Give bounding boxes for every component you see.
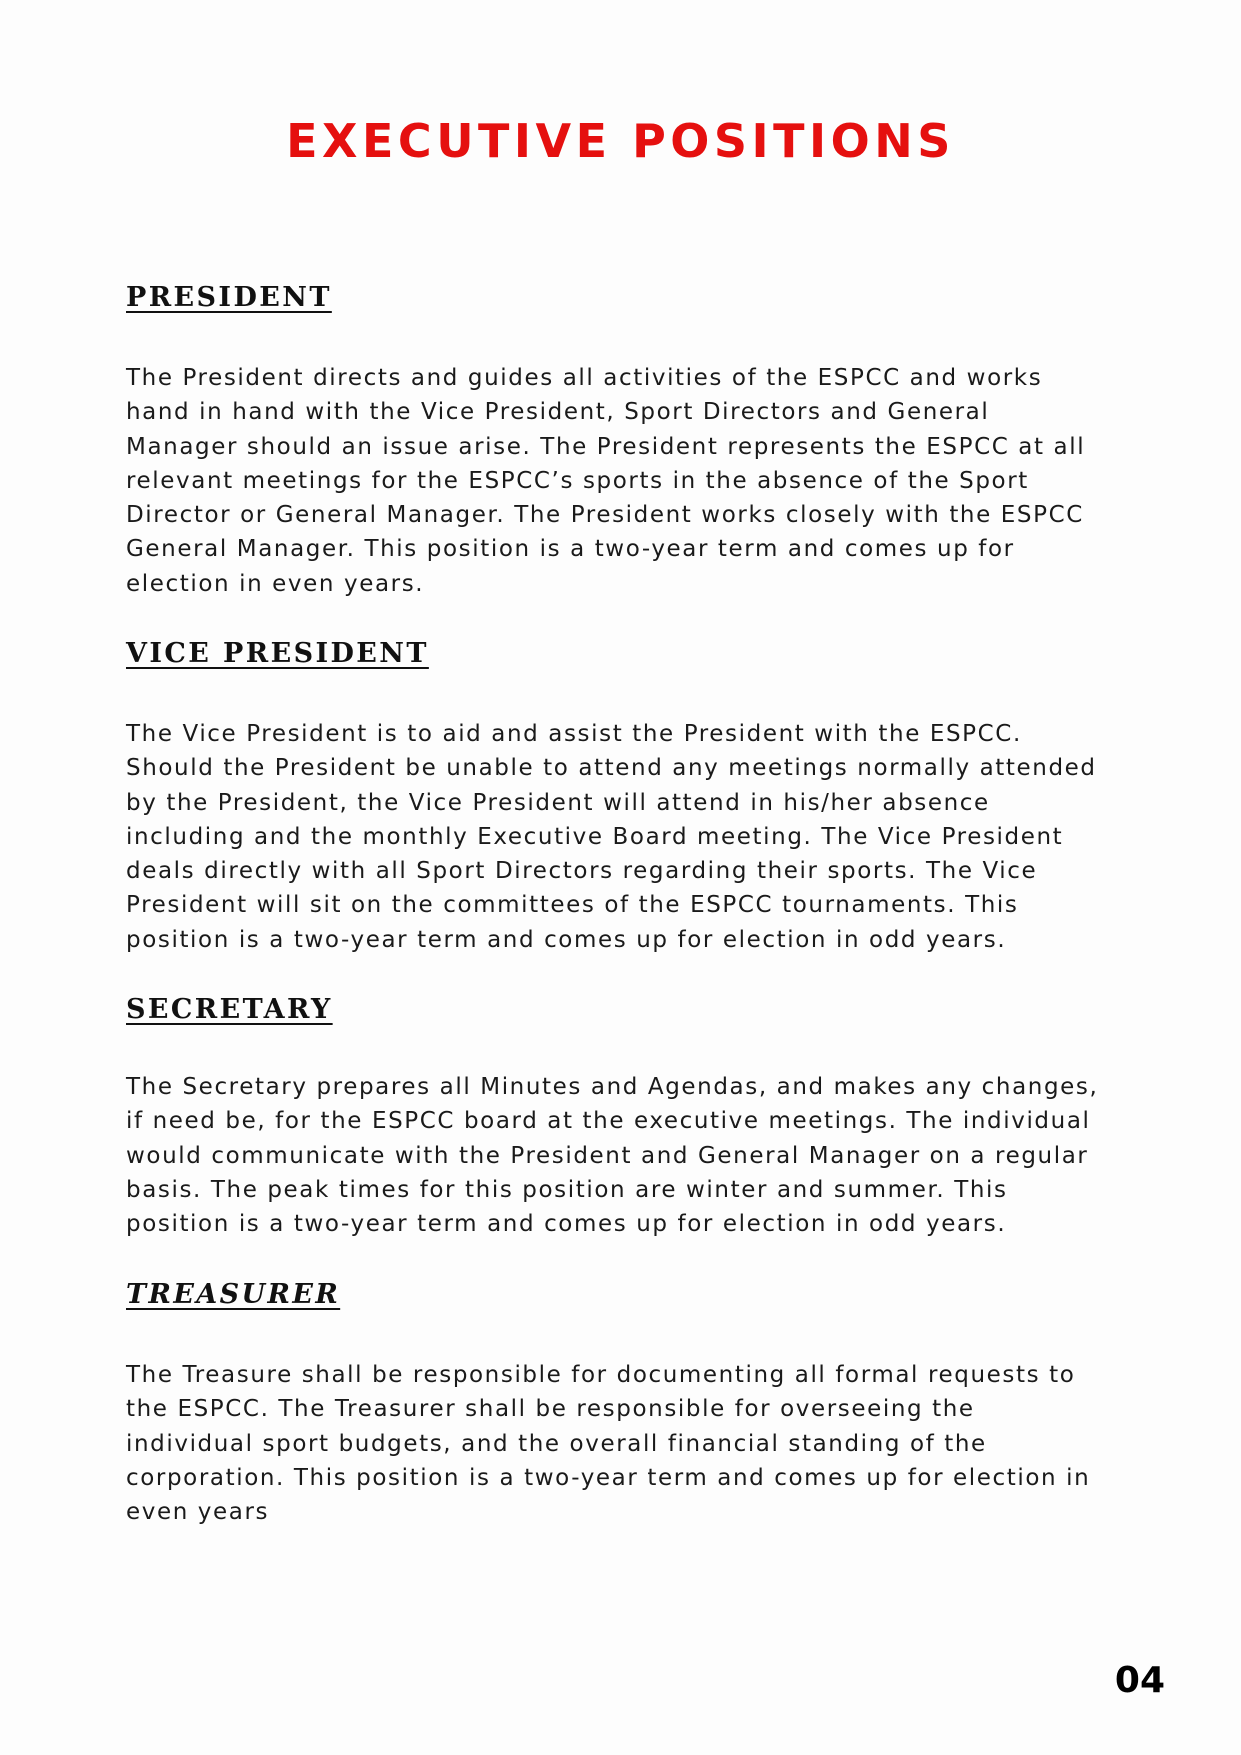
page-number: 04 — [1114, 1660, 1165, 1701]
section-body-president: The President directs and guides all activities of the ESPCC and works hand in hand with the Vice President, Sport Directors and General Manager should an issue arise. The President represents the ESPCC at all relevant meetings for the ESPCC’s sports in the absence of the Sport Director or General Manager. The President works closely with the ESPCC General Manager. This position is a two-year term and comes up for election in even years. — [126, 365, 1086, 597]
section-body-secretary: The Secretary prepares all Minutes and Agendas, and makes any changes, if need be, for the ESPCC board at the executive meetings. The individual would communicate with the President and General Manager on a regular basis. The peak times for this position are winter and summer. This position is a two-year term and comes up for election in odd years. — [126, 1074, 1099, 1238]
section-heading-vice-president: VICE PRESIDENT — [126, 638, 429, 669]
section-body-vice-president: The Vice President is to aid and assist the President with the ESPCC. Should the President be unable to attend any meetings normally attended by the President, the Vice President will attend in his/her absence including and the monthly Executive Board meeting. The Vice President deals directly with all Sport Directors regarding their sports. The Vice President will sit on the committees of the ESPCC tournaments. This position is a two-year term and comes up for election in odd years. — [126, 721, 1097, 953]
page-title: EXECUTIVE POSITIONS — [286, 114, 955, 168]
section-heading-secretary: SECRETARY — [126, 994, 333, 1025]
section-heading-treasurer: TREASURER — [126, 1279, 341, 1310]
section-heading-president: PRESIDENT — [126, 282, 332, 313]
section-body-treasurer: The Treasure shall be responsible for documenting all formal requests to the ESPCC. The Treasurer shall be responsible for overseeing the individual sport budgets, and the overall financial standing of the corporation. This position is a two-year term and comes up for election in even years — [126, 1362, 1091, 1526]
